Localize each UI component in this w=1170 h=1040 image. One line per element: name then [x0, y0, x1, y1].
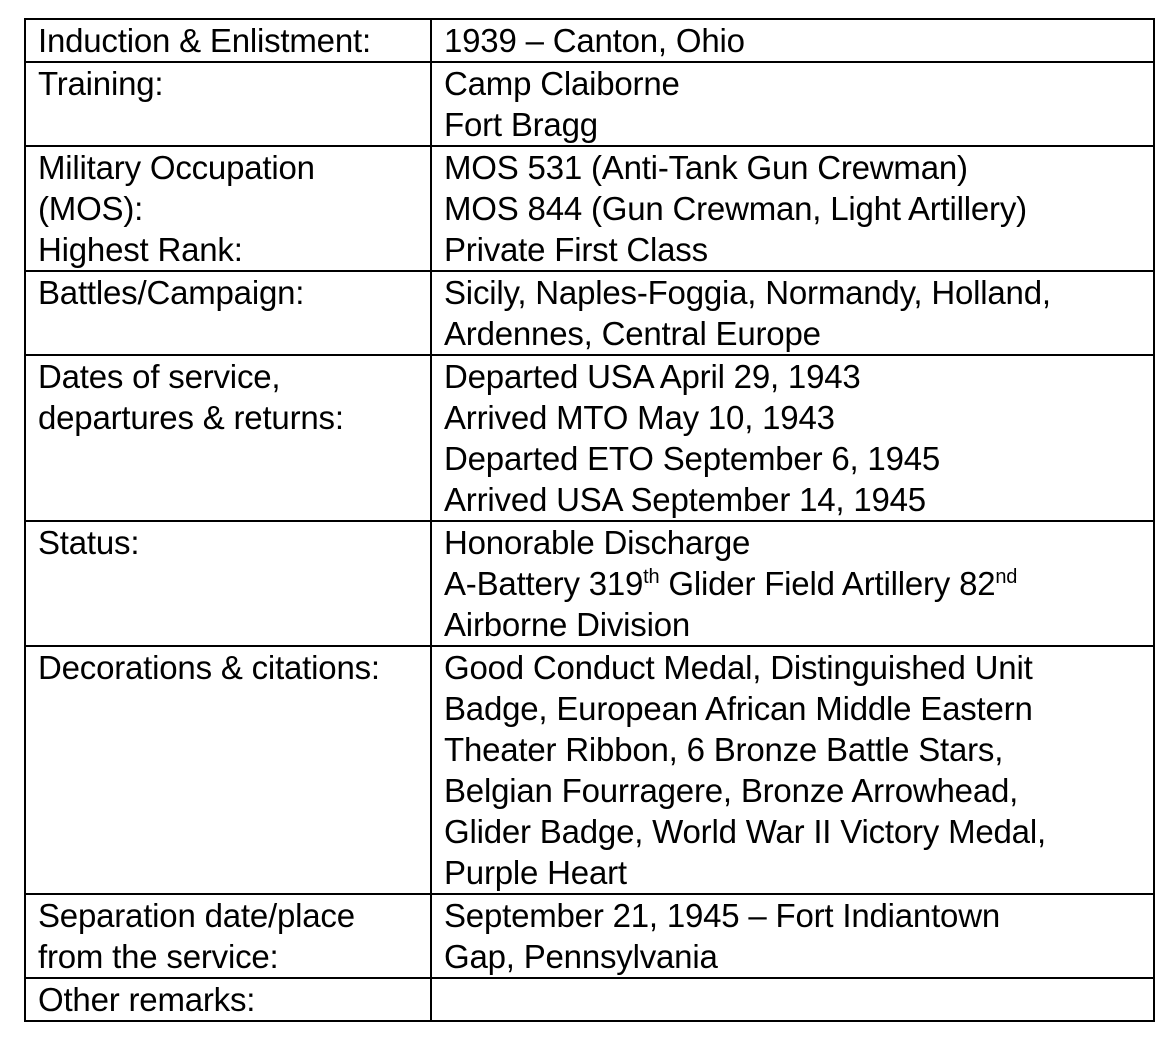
- value-text: Departed ETO September 6, 1945: [444, 440, 941, 477]
- label-cell-training: [25, 62, 431, 146]
- value-text: Badge, European African Middle Eastern: [444, 690, 1033, 727]
- value-cell-separation: [431, 894, 1154, 978]
- value-text: Belgian Fourragere, Bronze Arrowhead,: [444, 772, 1019, 809]
- label-text: departures & returns:: [38, 399, 344, 436]
- value-text: Good Conduct Medal, Distinguished Unit: [444, 649, 1033, 686]
- value-text: Departed USA April 29, 1943: [444, 358, 861, 395]
- value-text: Private First Class: [444, 231, 708, 268]
- label-text: Other remarks:: [38, 981, 256, 1018]
- value-cell-induction: [431, 19, 1154, 62]
- table-row-battles: [25, 271, 1154, 355]
- value-text: Purple Heart: [444, 854, 627, 891]
- table-row-status: [25, 521, 1154, 646]
- value-cell-dates: [431, 355, 1154, 521]
- superscript-nd: nd: [995, 566, 1018, 588]
- label-text: from the service:: [38, 938, 279, 975]
- table-row-separation: [25, 894, 1154, 978]
- value-text: September 21, 1945 – Fort Indiantown: [444, 897, 1000, 934]
- empty-value: [444, 979, 1143, 1020]
- table-row-decorations: [25, 646, 1154, 894]
- unit-designation-line: [444, 563, 1143, 604]
- value-text: MOS 844 (Gun Crewman, Light Artillery): [444, 190, 1027, 227]
- label-cell-dates: [25, 355, 431, 521]
- label-cell-decorations: [25, 646, 431, 894]
- value-text: Arrived MTO May 10, 1943: [444, 399, 835, 436]
- label-text: Induction & Enlistment:: [38, 22, 371, 59]
- table-row-remarks: [25, 978, 1154, 1021]
- table-row-dates: [25, 355, 1154, 521]
- value-cell-training: [431, 62, 1154, 146]
- label-cell-remarks: [25, 978, 431, 1021]
- value-cell-decorations: [431, 646, 1154, 894]
- value-cell-battles: [431, 271, 1154, 355]
- label-text: Decorations & citations:: [38, 649, 380, 686]
- value-text: MOS 531 (Anti-Tank Gun Crewman): [444, 149, 968, 186]
- table-row-training: [25, 62, 1154, 146]
- value-text: Ardennes, Central Europe: [444, 315, 821, 352]
- value-text: Camp Claiborne: [444, 65, 680, 102]
- label-cell-separation: [25, 894, 431, 978]
- value-text: Airborne Division: [444, 606, 691, 643]
- label-text: Separation date/place: [38, 897, 355, 934]
- table-row-mos: [25, 146, 1154, 271]
- value-cell-remarks: [431, 978, 1154, 1021]
- value-cell-mos: [431, 146, 1154, 271]
- value-text: Fort Bragg: [444, 106, 598, 143]
- unit-text-part1: A-Battery 319: [444, 565, 644, 602]
- value-text: Sicily, Naples-Foggia, Normandy, Holland,: [444, 274, 1051, 311]
- table-row-induction: [25, 19, 1154, 62]
- superscript-th: th: [643, 566, 660, 588]
- label-cell-battles: [25, 271, 431, 355]
- value-text: Theater Ribbon, 6 Bronze Battle Stars,: [444, 731, 1004, 768]
- label-text: Training:: [38, 65, 164, 102]
- value-text: Honorable Discharge: [444, 524, 751, 561]
- value-text: Gap, Pennsylvania: [444, 938, 718, 975]
- value-text: Arrived USA September 14, 1945: [444, 481, 926, 518]
- label-text: Military Occupation: [38, 149, 315, 186]
- label-text: Dates of service,: [38, 358, 281, 395]
- label-text: Highest Rank:: [38, 231, 243, 268]
- unit-text-part2: Glider Field Artillery 82: [659, 565, 996, 602]
- label-cell-status: [25, 521, 431, 646]
- label-text: Status:: [38, 524, 140, 561]
- label-text: (MOS):: [38, 190, 144, 227]
- value-text: 1939 – Canton, Ohio: [444, 22, 745, 59]
- service-record-table: [24, 18, 1155, 1022]
- value-cell-status: [431, 521, 1154, 646]
- value-text: Glider Badge, World War II Victory Medal,: [444, 813, 1046, 850]
- label-cell-induction: [25, 19, 431, 62]
- label-cell-mos: [25, 146, 431, 271]
- label-text: Battles/Campaign:: [38, 274, 305, 311]
